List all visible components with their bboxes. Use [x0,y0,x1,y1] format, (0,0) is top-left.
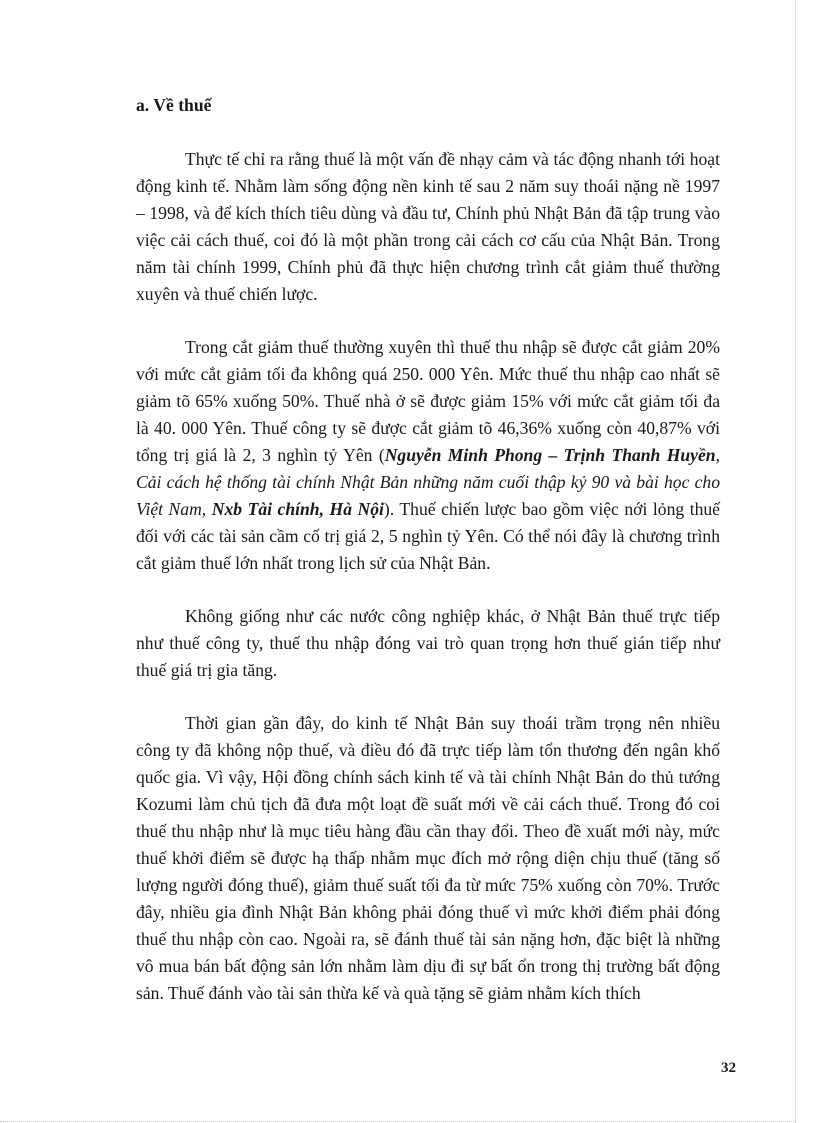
citation-book-title: Cải cách hệ thống tài chính Nhật Bản những năm cuối thập kỷ 90 và bài học cho Việt Nam [136,472,720,519]
citation-authors: Nguyễn Minh Phong – Trịnh Thanh Huyền [384,445,716,465]
citation-separator: , [715,445,720,465]
paragraph-1: Thực tế chỉ ra rằng thuế là một vấn đề nhạy cảm và tác động nhanh tới hoạt động kinh tế. Nhằm làm sống động nền kinh tế sau 2 năm suy thoái nặng nề 1997 – 1998, và để kích thích tiêu dùng và đầu tư, Chính phủ Nhật Bản đã tập trung vào việc cải cách thuế, coi đó là một phần trong cải cách cơ cấu của Nhật Bản. Trong năm tài chính 1999, Chính phủ đã thực hiện chương trình cắt giảm thuế thường xuyên và thuế chiến lược. [136,149,720,304]
paragraph-4: Thời gian gần đây, do kinh tế Nhật Bản suy thoái trầm trọng nên nhiều công ty đã không nộp thuế, và điều đó đã trực tiếp làm tổn thương đến ngân khố quốc gia. Vì vậy, Hội đồng chính sách kinh tế và tài chính Nhật Bản do thủ tướng Kozumi làm chủ tịch đã đưa một loạt đề suất mới về cải cách thuế. Trong đó coi thuế thu nhập như là mục tiêu hàng đầu cần thay đổi. Theo đề xuất mới này, mức thuế khởi điểm sẽ được hạ thấp nhằm mục đích mở rộng diện chịu thuế (tăng số lượng người đóng thuế), giảm thuế suất tối đa từ mức 75% xuống còn 70%. Trước đây, nhiều gia đình Nhật Bản không phải đóng thuế vì mức khởi điểm phải đóng thuế thu nhập còn cao. Ngoài ra, sẽ đánh thuế tài sản nặng hơn, đặc biệt là những vô mua bán bất động sản lớn nhằm làm dịu đi sự bất ổn trong thị trường bất động sản. Thuế đánh vào tài sản thừa kế và quà tặng sẽ giảm nhằm kích thích [136,713,720,1003]
page-border-bottom [0,1121,796,1122]
citation-publisher: Nxb Tài chính, Hà Nội [211,499,384,519]
page-number: 32 [721,1060,736,1076]
paragraph-2-text-after: ). Thuế chiến lược bao gồm việc nới lỏng thuế đối với các tài sản cầm cố trị giá 2, 5 nghìn tỷ Yên. Có thể nói đây là chương trình cắt giảm thuế lớn nhất trong lịch sử của Nhật Bản. [136,499,720,573]
page-body [136,92,720,1033]
paragraph-3: Không giống như các nước công nghiệp khác, ở Nhật Bản thuế trực tiếp như thuế công ty, thuế thu nhập đóng vai trò quan trọng hơn thuế gián tiếp như thuế giá trị gia tăng. [136,606,720,680]
paragraph-2-text-before: Trong cắt giảm thuế thường xuyên thì thuế thu nhập sẽ được cắt giảm 20% với mức cắt giảm tối đa không quá 250. 000 Yên. Mức thuế thu nhập cao nhất sẽ giảm tõ 65% xuống 50%. Thuế nhà ở sẽ được giảm 15% với mức cắt giảm tối đa là 40. 000 Yên. Thuế công ty sẽ được cắt giảm tõ 46,36% xuống còn 40,87% với tổng trị giá là 2, 3 nghìn tỷ Yên ( [136,337,720,465]
page-border-right [795,0,796,1123]
paragraph-2 [136,334,720,577]
section-heading: a. Về thuế [136,95,212,115]
citation-separator-2: , [201,499,212,519]
